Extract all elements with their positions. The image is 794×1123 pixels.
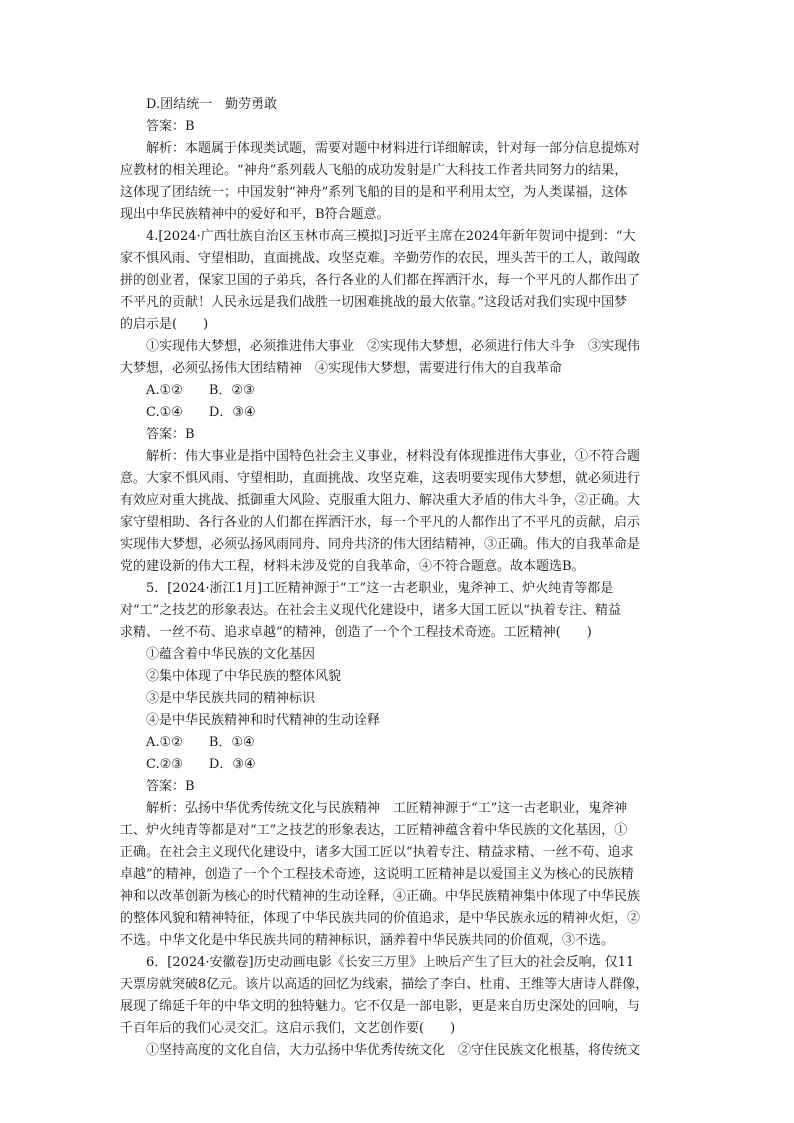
analysis-line: 神和以改革创新为核心的时代精神的生动诠释，④正确。中华民族精神集中体现了中华民族 <box>120 889 641 904</box>
analysis-line: 解析：弘扬中华优秀传统文化与民族精神 工匠精神源于“工”这一古老职业，鬼斧神 <box>146 801 628 816</box>
analysis-line: 实现伟大梦想，必须弘扬风雨同舟、同舟共济的伟大团结精神，③正确。伟大的自我革命是 <box>120 537 641 552</box>
analysis-line: 工、炉火纯青等都是对“工”之技艺的形象表达，工匠精神蕴含着中华民族的文化基因，① <box>120 823 628 838</box>
answer-line: 答案：B <box>146 779 195 794</box>
analysis-line: 这体现了团结统一；中国发射“神舟”系列飞船的目的是和平利用太空，为人类谋福，这体 <box>120 185 628 200</box>
analysis-line: 的整体风貌和精神特征，体现了中华民族共同的价值追求，是中华民族永远的精神火炬，② <box>120 911 641 926</box>
question-6-stem: 天票房就突破8亿元。该片以高适的回忆为线索，描绘了李白、杜甫、王维等大唐诗人群像， <box>120 977 649 992</box>
question-4-options: A.①② B．②③ <box>146 383 255 398</box>
question-4-statements: ①实现伟大梦想，必须推进伟大事业 ②实现伟大梦想，必须进行伟大斗争 ③实现伟 <box>146 339 641 354</box>
document-body <box>120 94 680 1062</box>
analysis-line: 党的建设新的伟大工程，材料未涉及党的自我革命，④不符合题意。故本题选B。 <box>120 559 585 574</box>
analysis-line: 有效应对重大挑战、抵御重大风险、克服重大阻力、解决重大矛盾的伟大斗争，②正确。大 <box>120 493 641 508</box>
question-6-stem: 展现了绵延千年的中华文明的独特魅力。它不仅是一部电影，更是来自历史深处的回响，与 <box>120 999 641 1014</box>
question-4-stem: 不平凡的贡献！人民永远是我们战胜一切困难挑战的最大依靠。”这段话对我们实现中国梦 <box>120 295 628 310</box>
question-5-stem: 求精、一丝不苟、追求卓越”的精神，创造了一个个工程技术奇迹。工匠精神( ) <box>120 625 592 640</box>
analysis-line: 不选。中华文化是中华民族共同的精神标识，涵养着中华民族共同的价值观，③不选。 <box>120 933 615 948</box>
analysis-line: 正确。在社会主义现代化建设中，诸多大国工匠以“执着专注、精益求精、一丝不苟、追求 <box>120 845 634 860</box>
question-5-statement: ②集中体现了中华民族的整体风貌 <box>146 669 342 684</box>
question-5-statement: ④是中华民族精神和时代精神的生动诠释 <box>146 713 381 728</box>
question-6-statements: ①坚持高度的文化自信，大力弘扬中华优秀传统文化 ②守住民族文化根基，将传统文 <box>146 1043 641 1058</box>
analysis-line: 现出中华民族精神中的爱好和平，B符合题意。 <box>120 207 390 222</box>
analysis-line: 解析：伟大事业是指中国特色社会主义事业，材料没有体现推进伟大事业，①不符合题 <box>146 449 641 464</box>
question-4-options: C.①④ D．③④ <box>146 405 256 420</box>
analysis-line: 家守望相助、各行各业的人们都在挥洒汗水，每一个平凡的人都作出了不平凡的贡献，启示 <box>120 515 641 530</box>
question-4-stem: 4.[2024·广西壮族自治区玉林市高三模拟]习近平主席在2024年新年贺词中提到：“大 <box>146 229 636 244</box>
question-5-options: A.①② B．①④ <box>146 735 255 750</box>
question-4-stem: 的启示是( ) <box>120 317 209 332</box>
analysis-line: 解析：本题属于体现类试题，需要对题中材料进行详细解读，针对每一部分信息提炼对 <box>146 141 641 156</box>
question-4-statements: 大梦想，必须弘扬伟大团结精神 ④实现伟大梦想，需要进行伟大的自我革命 <box>120 361 563 376</box>
question-5-options: C.②③ D．③④ <box>146 757 256 772</box>
analysis-line: 卓越”的精神，创造了一个个工程技术奇迹，这说明工匠精神是以爱国主义为核心的民族精 <box>120 867 634 882</box>
analysis-line: 意。大家不惧风雨、守望相助，直面挑战、攻坚克难，这表明要实现伟大梦想，就必须进行 <box>120 471 641 486</box>
question-5-stem: 5．[2024·浙江1月]工匠精神源于“工”这一古老职业，鬼斧神工、炉火纯青等都是 <box>146 581 614 596</box>
answer-line: 答案：B <box>146 119 195 134</box>
question-4-stem: 家不惧风雨、守望相助，直面挑战、攻坚克难。辛勤劳作的农民，埋头苦干的工人，敢闯敢 <box>120 251 641 266</box>
option-d-line: D.团结统一 勤劳勇敢 <box>146 97 278 112</box>
question-6-stem: 千百年后的我们心灵交汇。这启示我们，文艺创作要( ) <box>120 1021 456 1036</box>
analysis-line: 应教材的相关理论。“神舟”系列载人飞船的成功发射是广大科技工作者共同努力的结果， <box>120 163 628 178</box>
answer-line: 答案：B <box>146 427 195 442</box>
question-5-statement: ③是中华民族共同的精神标识 <box>146 691 316 706</box>
question-6-stem: 6．[2024·安徽卷]历史动画电影《长安三万里》上映后产生了巨大的社会反响，仅11 <box>146 955 635 970</box>
question-4-stem: 拼的创业者，保家卫国的子弟兵，各行各业的人们都在挥洒汗水，每一个平凡的人都作出了 <box>120 273 641 288</box>
question-5-statement: ①蕴含着中华民族的文化基因 <box>146 647 316 662</box>
question-5-stem: 对“工”之技艺的形象表达。在社会主义现代化建设中，诸多大国工匠以“执着专注、精益 <box>120 603 621 618</box>
